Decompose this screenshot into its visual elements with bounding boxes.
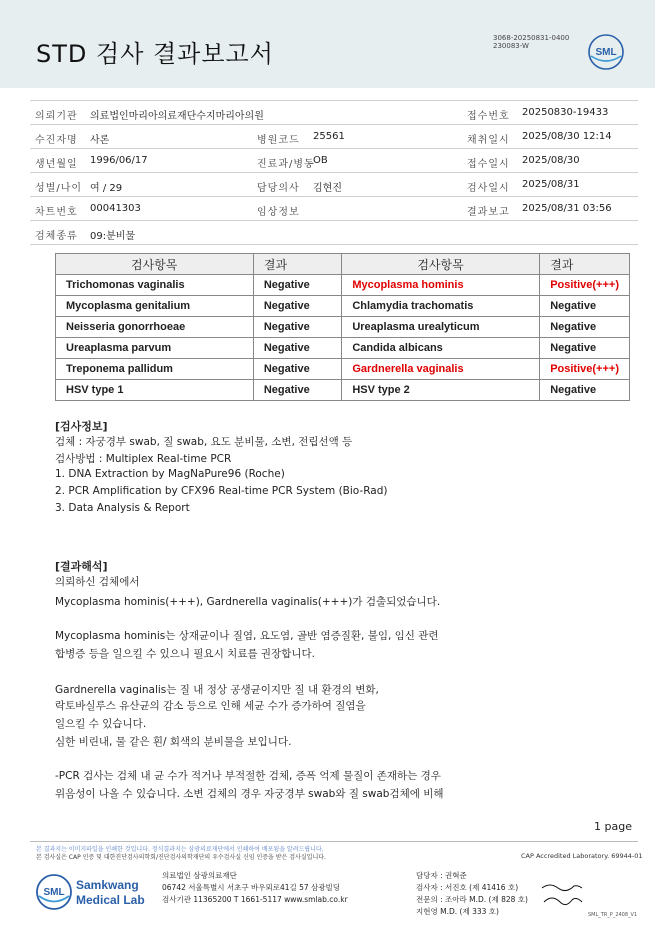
info-value: OB	[313, 155, 328, 166]
header-item-1: 검사항목	[56, 254, 254, 275]
info-label: 병원코드	[257, 135, 300, 146]
test-item: HSV type 1	[56, 380, 254, 401]
document-id-line-2: 230083-W	[493, 42, 529, 50]
staff-specialist-2: 지현영 M.D. (제 333 호)	[416, 907, 499, 916]
samkwang-logo-icon	[34, 870, 174, 914]
test-result: Negative	[540, 296, 630, 317]
org-name: 의료법인 삼광의료재단	[162, 871, 237, 880]
interpretation-line: Mycoplasma hominis(+++), Gardnerella vaginalis(+++)가 검출되었습니다.	[55, 596, 441, 608]
test-item: Treponema pallidum	[56, 359, 254, 380]
test-result: Negative	[253, 296, 341, 317]
info-label: 검체종류	[35, 231, 78, 242]
document-id	[493, 34, 569, 50]
print-notice: 본 결과지는 이미지파일을 인쇄한 것입니다. 정식결과지는 삼광의료재단에서 인쇄하여 배포됨을 알려드립니다.	[36, 846, 324, 853]
test-item: Trichomonas vaginalis	[56, 275, 254, 296]
header-item-2: 검사항목	[342, 254, 540, 275]
test-result: Negative	[253, 275, 341, 296]
interpretation-line: 합병증 등을 일으킬 수 있으니 필요시 치료를 권장합니다.	[55, 648, 315, 660]
logo-line-2: Medical Lab	[76, 893, 145, 907]
sml-logo-text: SML	[595, 47, 617, 58]
info-label: 결과보고	[467, 207, 510, 218]
test-info-title: [검사정보]	[55, 420, 108, 433]
info-value: 여 / 29	[90, 183, 123, 194]
info-row	[30, 125, 638, 149]
interpretation-line: 의뢰하신 검체에서	[55, 576, 140, 588]
test-result: Negative	[253, 359, 341, 380]
interpretation-line: Gardnerella vaginalis는 질 내 정상 공생균이지만 질 내 환경의 변화,	[55, 684, 379, 696]
logo-line-1: Samkwang	[76, 878, 139, 892]
test-result: Negative	[540, 380, 630, 401]
organization-info	[162, 870, 348, 906]
results-table	[55, 253, 630, 401]
document-id-line-1: 3068-20250831-0400	[493, 34, 570, 42]
test-info-line: 검사방법 : Multiplex Real-time PCR	[55, 453, 232, 465]
test-item: Ureaplasma parvum	[56, 338, 254, 359]
interpretation-line: 심한 비린내, 물 같은 흰/ 회색의 분비물을 보입니다.	[55, 736, 292, 748]
result-row	[56, 275, 630, 296]
page-number: 1 page	[594, 820, 632, 833]
patient-info-table	[30, 100, 638, 245]
info-value: 2025/08/30 12:14	[522, 131, 612, 142]
info-value: 1996/06/17	[90, 155, 148, 166]
test-result: Positive(+++)	[540, 275, 630, 296]
info-label: 생년월일	[35, 159, 78, 170]
org-contact: 검사기관 11365200 T 1661-5117 www.smlab.co.kr	[162, 895, 348, 904]
result-row	[56, 338, 630, 359]
report-title: STD 검사 결과보고서	[36, 40, 274, 68]
info-value: 2025/08/31	[522, 179, 580, 190]
info-value: 2025/08/31 03:56	[522, 203, 612, 214]
info-label: 진료과/병동	[257, 159, 315, 170]
info-value: 사론	[90, 135, 110, 146]
info-label: 의뢰기관	[35, 111, 78, 122]
test-item: Gardnerella vaginalis	[342, 359, 540, 380]
version-code: SML_TR_P_2408_V1	[588, 912, 638, 918]
footer-divider	[30, 841, 638, 842]
header-result-1: 결과	[253, 254, 341, 275]
test-info-section	[55, 418, 108, 434]
result-row	[56, 296, 630, 317]
info-label: 검사일시	[467, 183, 510, 194]
org-address: 06742 서울특별시 서초구 바우뫼로41길 57 삼광빌딩	[162, 883, 341, 892]
interpretation-line: 위음성이 나올 수 있습니다. 소변 검체의 경우 자궁경부 swab와 질 swab검체에 비해	[55, 788, 444, 800]
test-info-line: 1. DNA Extraction by MagNaPure96 (Roche)	[55, 468, 285, 480]
info-label: 성별/나이	[35, 183, 83, 194]
staff-tester: 검사자 : 서진호 (제 41416 호)	[416, 883, 519, 892]
test-result: Negative	[253, 380, 341, 401]
info-value: 김현진	[313, 183, 342, 194]
header-result-2: 결과	[540, 254, 630, 275]
test-info-line: 2. PCR Amplification by CFX96 Real-time PCR System (Bio-Rad)	[55, 485, 388, 497]
test-item: Candida albicans	[342, 338, 540, 359]
test-info-line: 검체 : 자궁경부 swab, 질 swab, 요도 분비물, 소변, 전립선액 등	[55, 436, 353, 448]
accreditation-notice: 본 검사실은 CAP 인증 및 대한진단검사의학회/진단검사의학재단의 우수검사실 신임 인증을 받은 검사실입니다.	[36, 854, 326, 861]
test-item: Mycoplasma hominis	[342, 275, 540, 296]
interpretation-section	[55, 558, 108, 574]
info-value: 20250830-19433	[522, 107, 609, 118]
info-row	[30, 100, 638, 125]
cap-accreditation: CAP Accredited Laboratory. 69944-01	[521, 852, 643, 860]
info-row	[30, 221, 638, 245]
info-label: 접수번호	[467, 111, 510, 122]
test-result: Positive(+++)	[540, 359, 630, 380]
info-label: 임상정보	[257, 207, 300, 218]
test-result: Negative	[253, 317, 341, 338]
interpretation-line: -PCR 검사는 검체 내 균 수가 적거나 부적절한 검체, 증폭 억제 물질이 존재하는 경우	[55, 770, 441, 782]
info-value: 25561	[313, 131, 345, 142]
sml-logo-icon	[587, 33, 625, 71]
report-header	[0, 0, 655, 88]
interpretation-line: 일으킬 수 있습니다.	[55, 718, 147, 730]
interpretation-line: 락토바실루스 유산균의 감소 등으로 인해 세균 수가 증가하여 질염을	[55, 700, 366, 712]
signature-icon	[540, 880, 585, 910]
result-row	[56, 380, 630, 401]
staff-manager: 담당자 : 권혁준	[416, 871, 467, 880]
test-result: Negative	[540, 338, 630, 359]
info-label: 수진자명	[35, 135, 78, 146]
footer-logo-sml: SML	[43, 887, 65, 898]
info-value: 의료법인마리아의료재단수지마리아의원	[90, 111, 264, 122]
test-item: Neisseria gonorrhoeae	[56, 317, 254, 338]
info-row	[30, 197, 638, 221]
staff-specialist-1: 전문의 : 조아라 M.D. (제 828 호)	[416, 895, 528, 904]
test-item: Mycoplasma genitalium	[56, 296, 254, 317]
interpretation-line: Mycoplasma hominis는 상재균이나 질염, 요도염, 골반 염증질환, 불임, 임신 관련	[55, 630, 439, 642]
info-row	[30, 149, 638, 173]
test-item: Chlamydia trachomatis	[342, 296, 540, 317]
info-label: 담당의사	[257, 183, 300, 194]
test-result: Negative	[540, 317, 630, 338]
info-value: 09:분비물	[90, 231, 136, 242]
test-item: HSV type 2	[342, 380, 540, 401]
info-value: 2025/08/30	[522, 155, 580, 166]
result-row	[56, 359, 630, 380]
info-label: 차트번호	[35, 207, 78, 218]
interpretation-title: [결과해석]	[55, 560, 108, 573]
staff-info	[416, 870, 528, 918]
info-label: 채취일시	[467, 135, 510, 146]
info-value: 00041303	[90, 203, 141, 214]
results-header-row	[56, 254, 630, 275]
info-label: 접수일시	[467, 159, 510, 170]
result-row	[56, 317, 630, 338]
test-info-line: 3. Data Analysis & Report	[55, 502, 190, 514]
test-result: Negative	[253, 338, 341, 359]
info-row	[30, 173, 638, 197]
test-item: Ureaplasma urealyticum	[342, 317, 540, 338]
